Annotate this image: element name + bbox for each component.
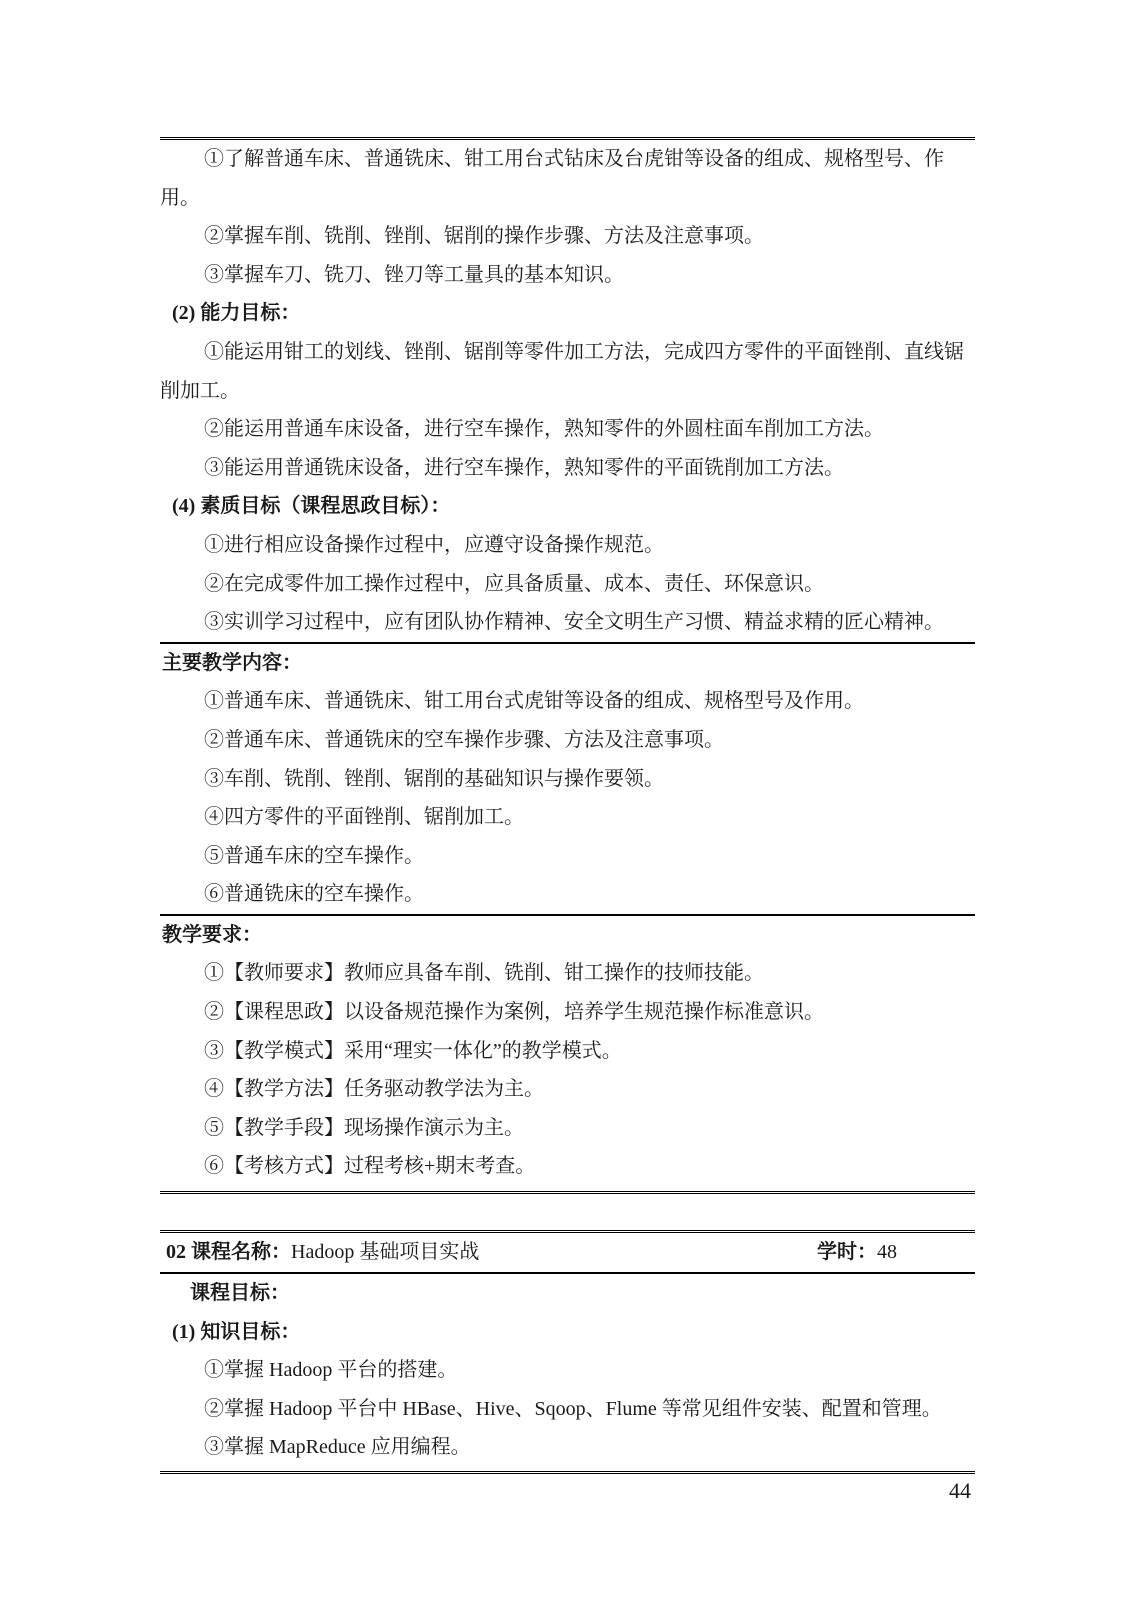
course1-teaching-content-section xyxy=(160,644,975,914)
table-gap xyxy=(160,1194,975,1230)
teaching-requirement-item: ①【教师要求】教师应具备车削、铣削、钳工操作的技师技能。 xyxy=(204,962,764,985)
course2-knowledge-item: ③掌握 MapReduce 应用编程。 xyxy=(204,1436,471,1459)
course2-knowledge-item: ①掌握 Hadoop 平台的搭建。 xyxy=(204,1359,458,1382)
knowledge-item: ③掌握车刀、铣刀、锉刀等工量具的基本知识。 xyxy=(204,263,624,286)
teaching-requirements-heading: 教学要求： xyxy=(162,923,262,946)
course2-hours xyxy=(817,1233,897,1272)
quality-item: ③实训学习过程中，应有团队协作精神、安全文明生产习惯、精益求精的匠心精神。 xyxy=(204,611,944,634)
ability-item: ③能运用普通铣床设备，进行空车操作，熟知零件的平面铣削加工方法。 xyxy=(204,456,844,479)
course2-hours-value: 48 xyxy=(877,1241,897,1264)
knowledge-item: ②掌握车削、铣削、锉削、锯削的操作步骤、方法及注意事项。 xyxy=(204,225,764,248)
course2-hours-label: 学时： xyxy=(817,1241,877,1264)
teaching-requirement-item: ③【教学模式】采用“理实一体化”的教学模式。 xyxy=(204,1039,622,1062)
quality-item: ②在完成零件加工操作过程中，应具备质量、成本、责任、环保意识。 xyxy=(204,572,824,595)
teaching-requirement-item: ④【教学方法】任务驱动教学法为主。 xyxy=(204,1078,544,1101)
teaching-content-item: ①普通车床、普通铣床、钳工用台式虎钳等设备的组成、规格型号及作用。 xyxy=(204,690,864,713)
teaching-content-item: ⑤普通车床的空车操作。 xyxy=(204,844,424,867)
course2-name: Hadoop 基础项目实战 xyxy=(291,1241,480,1264)
course2-code-label: 02 课程名称： xyxy=(166,1241,291,1264)
teaching-content-item: ④四方零件的平面锉削、锯削加工。 xyxy=(204,806,524,829)
course1-objectives-section xyxy=(160,140,975,642)
quality-objectives-heading: (4) 素质目标（课程思政目标）： xyxy=(172,495,451,518)
course2-knowledge-heading: (1) 知识目标： xyxy=(172,1320,301,1343)
teaching-content-item: ②普通车床、普通铣床的空车操作步骤、方法及注意事项。 xyxy=(204,728,724,751)
teaching-requirement-item: ②【课程思政】以设备规范操作为案例，培养学生规范操作标准意识。 xyxy=(204,1001,824,1024)
ability-item: ①能运用钳工的划线、锉削、锯削等零件加工方法，完成四方零件的平面锉削、直线锯削加工。 xyxy=(160,340,964,402)
teaching-content-heading: 主要教学内容： xyxy=(162,651,302,674)
course1-teaching-requirements-section xyxy=(160,916,975,1191)
ability-objectives-heading: (2) 能力目标： xyxy=(172,302,301,325)
table2-bottom-border xyxy=(160,1471,975,1474)
page-number: 44 xyxy=(949,1478,971,1503)
ability-item: ②能运用普通车床设备，进行空车操作，熟知零件的外圆柱面车削加工方法。 xyxy=(204,418,884,441)
teaching-content-item: ③车削、铣削、锉削、锯削的基础知识与操作要领。 xyxy=(204,767,664,790)
teaching-content-item: ⑥普通铣床的空车操作。 xyxy=(204,883,424,906)
teaching-requirement-item: ⑥【考核方式】过程考核+期末考查。 xyxy=(204,1155,536,1178)
course2-title xyxy=(166,1233,479,1272)
course2-objectives-section xyxy=(160,1274,975,1471)
knowledge-item: ①了解普通车床、普通铣床、钳工用台式钻床及台虎钳等设备的组成、规格型号、作用。 xyxy=(160,148,944,209)
document-body xyxy=(160,137,975,1474)
teaching-requirement-item: ⑤【教学手段】现场操作演示为主。 xyxy=(204,1116,524,1139)
course2-header-row xyxy=(160,1233,975,1272)
course2-objectives-heading: 课程目标： xyxy=(190,1282,290,1305)
course2-knowledge-item: ②掌握 Hadoop 平台中 HBase、Hive、Sqoop、Flume 等常见组件安装、配置和管理。 xyxy=(204,1397,942,1420)
quality-item: ①进行相应设备操作过程中，应遵守设备操作规范。 xyxy=(204,533,664,556)
